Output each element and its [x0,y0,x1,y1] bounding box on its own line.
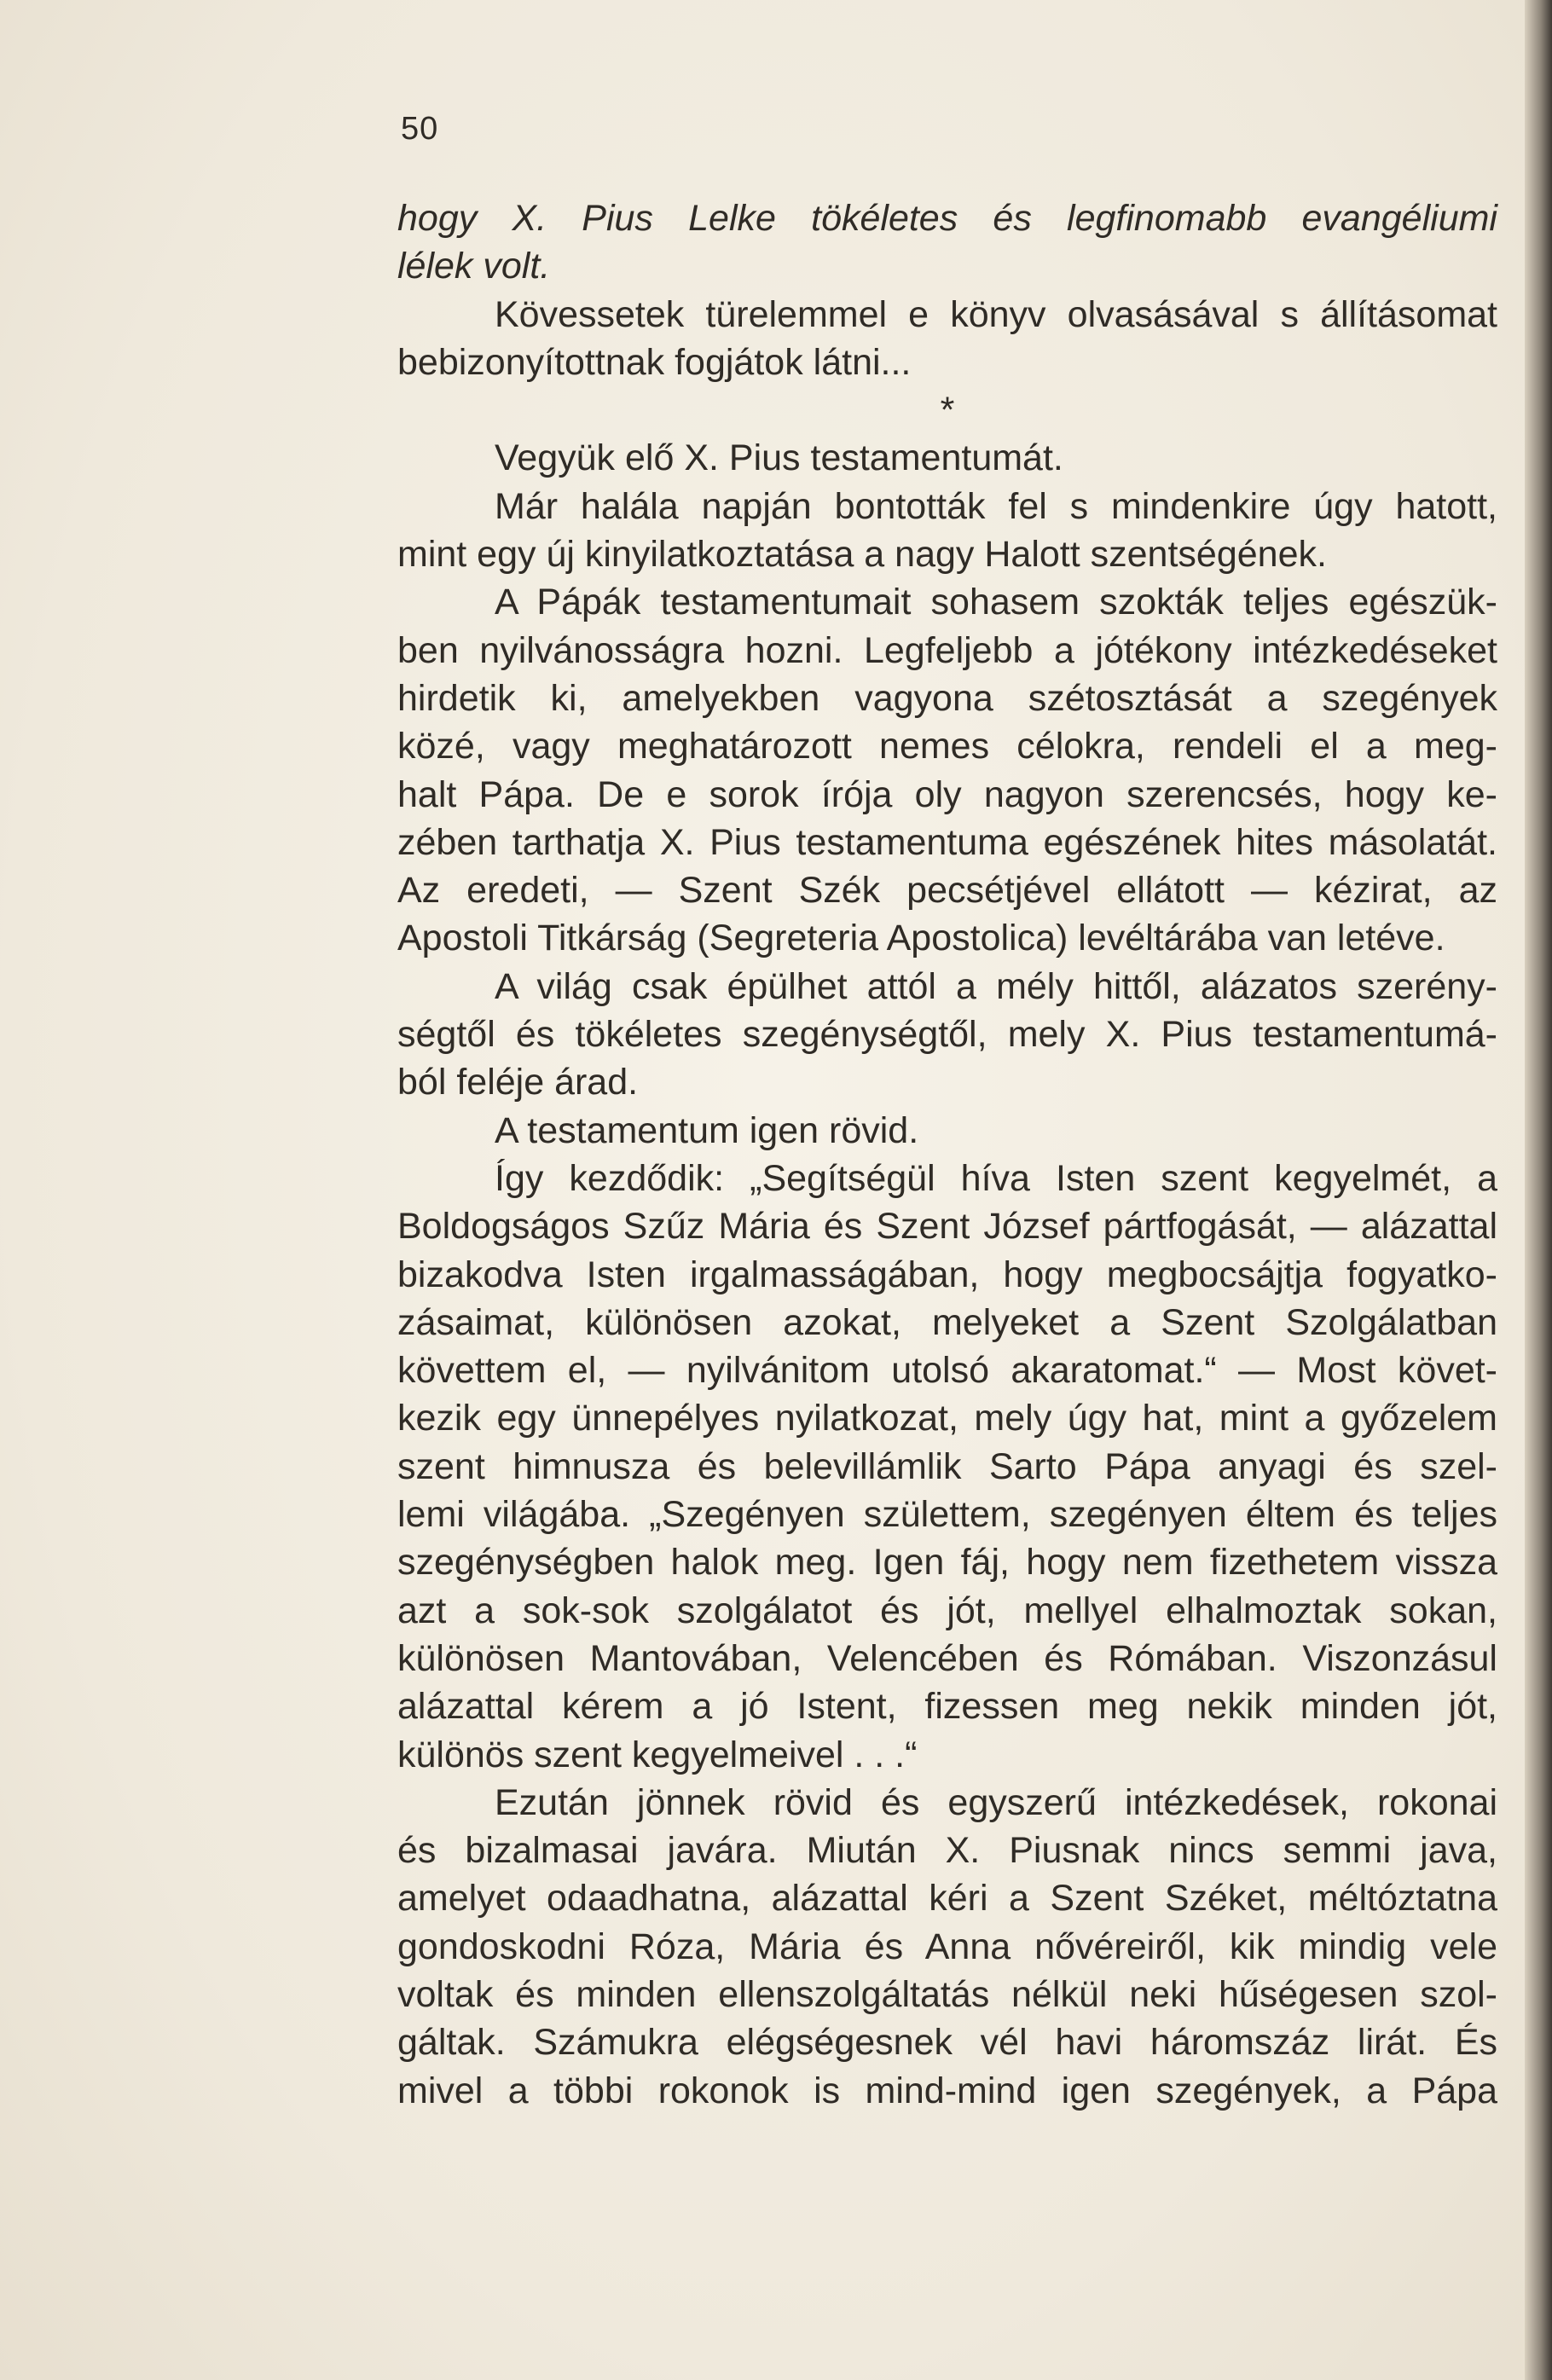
text-line: Már halála napján bontották fel s mindenkire úgy hatott, [495,485,1497,527]
text-line: bebizonyítottnak fogjátok látni... [397,341,912,383]
text-line: szent himnusza és belevillámlik Sarto Pápa anyagi és szel- [397,1445,1497,1487]
text-line: mivel a többi rokonok is mind-mind igen szegények, a Pápa [397,2070,1497,2111]
text-line: közé, vagy meghatározott nemes célokra, rendeli el a meg- [397,726,1497,767]
text-line: hirdetik ki, amelyekben vagyona szétosztását a szegények [397,677,1497,719]
text-line: Vegyük elő X. Pius testamentumát. [495,437,1063,479]
text-line: halt Pápa. De e sorok írója oly nagyon szerencsés, hogy ke- [397,773,1497,815]
text-line: azt a sok-sok szolgálatot és jót, mellyel elhalmoztak sokan, [397,1590,1497,1631]
text-line: ségtől és tökéletes szegénységtől, mely X. Pius testamentumá- [397,1014,1497,1056]
text-line: alázattal kérem a jó Istent, fizessen meg nekik minden jót, [397,1686,1497,1728]
text-line: különösen Mantovában, Velencében és Rómában. Viszonzásul [397,1637,1497,1679]
text-line: lélek volt. [397,246,551,287]
text-line: zásaimat, különösen azokat, melyeket a Szent Szolgálatban [397,1301,1497,1343]
text-line: A testamentum igen rövid. [495,1109,919,1151]
page-number: 50 [401,111,439,147]
text-line: amelyet odaadhatna, alázattal kéri a Szent Széket, méltóztatna [397,1878,1497,1920]
text-line: ból feléje árad. [397,1062,639,1103]
text-line: szegénységben halok meg. Igen fáj, hogy nem fizethetem vissza [397,1542,1497,1584]
text-line: A Pápák testamentumait sohasem szokták teljes egészük- [495,582,1497,623]
text-line: gondoskodni Róza, Mária és Anna nővéreiről, kik mindig vele [397,1925,1497,1967]
text-line: lemi világába. „Szegényen születtem, szegényen éltem és teljes [397,1494,1497,1536]
text-line: Apostoli Titkárság (Segreteria Apostolica) levéltárába van letéve. [397,918,1445,959]
text-line: mint egy új kinyilatkoztatása a nagy Halott szentségének. [397,534,1327,576]
text-line: Boldogságos Szűz Mária és Szent József pártfogását, — alázattal [397,1206,1497,1248]
text-line: gáltak. Számukra elégségesnek vél havi háromszáz lirát. És [397,2022,1497,2064]
text-line: és bizalmasai javára. Miután X. Piusnak nincs semmi java, [397,1830,1497,1872]
text-line: kezik egy ünnepélyes nyilatkozat, mely úgy hat, mint a győzelem [397,1398,1497,1439]
text-line: bizakodva Isten irgalmasságában, hogy megbocsájtja fogyatko- [397,1254,1497,1295]
text-line: Kövessetek türelemmel e könyv olvasásával s állításomat [495,293,1497,335]
text-line: voltak és minden ellenszolgáltatás nélkül neki hűségesen szol- [397,1973,1497,2015]
text-line: különös szent kegyelmeivel . . .“ [397,1734,918,1775]
text-line: Ezután jönnek rövid és egyszerű intézkedések, rokonai [495,1781,1497,1823]
text-line: Így kezdődik: „Segítségül híva Isten szent kegyelmét, a [495,1157,1497,1199]
text-line: zében tarthatja X. Pius testamentuma egészének hites másolatát. [397,821,1497,863]
text-line: A világ csak épülhet attól a mély hittől, alázatos szerény- [495,965,1497,1007]
section-separator: * [940,390,955,431]
text-line: ben nyilvánosságra hozni. Legfeljebb a jótékony intézkedéseket [397,629,1497,671]
text-line: Az eredeti, — Szent Szék pecsétjével ellátott — kézirat, az [397,870,1497,912]
text-line: hogy X. Pius Lelke tökéletes és legfinomabb evangéliumi [397,198,1497,239]
page-edge-shadow [1525,0,1552,2380]
text-line: követtem el, — nyilvánitom utolsó akaratomat.“ — Most követ- [397,1350,1497,1392]
body-text [397,194,1497,2115]
